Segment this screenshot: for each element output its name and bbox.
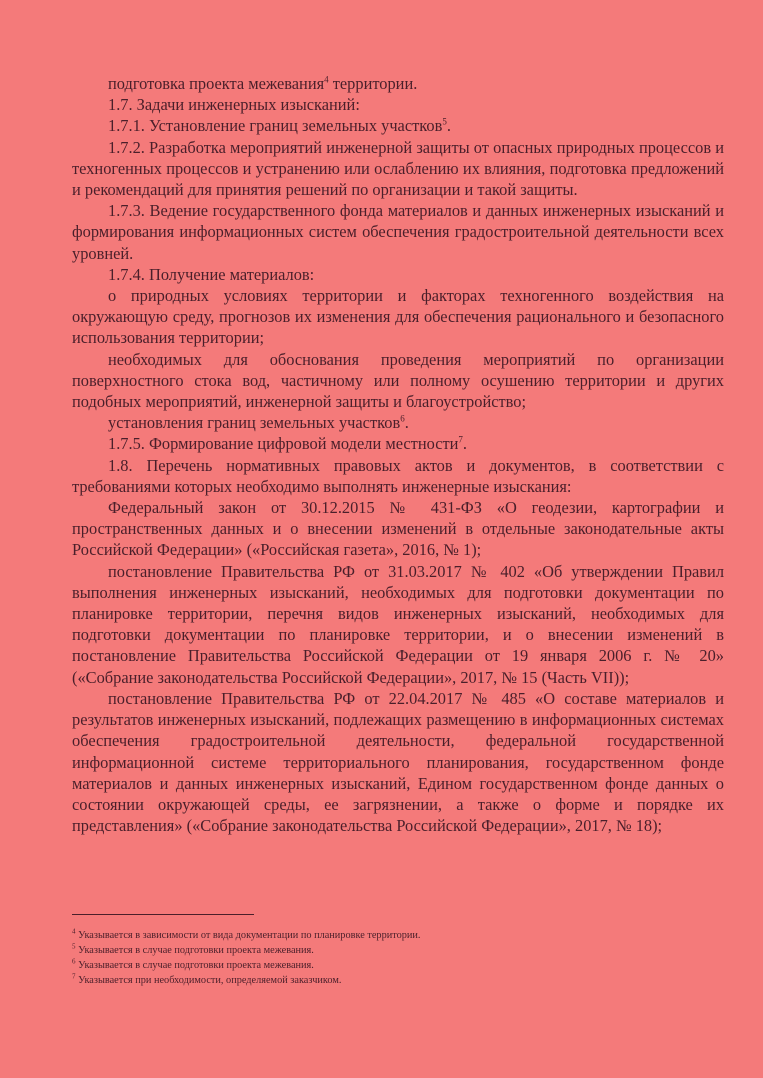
paragraph: установления границ земельных участков$^6$. <box>108 413 409 433</box>
paragraph: постановление Правительства РФ от 31.03.2017 № 402 «Об утверждении Правил выполнения инженерных изысканий, необходимых для подготовки документации по планировке территории, перечня видов инженерных изысканий, необходимых для подготовки документации по планировке территории, и о внесении изменений в постановление Правительства Российской Федерации от 19 января 2006 г. № 20» («Собрание законодательства Российской Федерации», 2017, № 15 (Часть VII)); <box>72 561 724 687</box>
paragraph: 1.8. Перечень нормативных правовых актов и документов, в соответствии с требованиями которых необходимо выполнять инженерные изыскания: <box>72 455 724 496</box>
footnote: $^6$ Указывается в случае подготовки проекта межевания. <box>72 957 314 971</box>
paragraph: 1.7.5. Формирование цифровой модели местности$^7$. <box>108 434 468 454</box>
paragraph: постановление Правительства РФ от 22.04.2017 № 485 «О составе материалов и результатов инженерных изысканий, подлежащих размещению в информационных системах обеспечения градостроительной деятельности, федеральной государственной информационной системе территориального планирования, государственном фонде материалов и данных инженерных изысканий, Едином государственном фонде данных о состоянии окружающей среды, ее загрязнении, а также о форме и порядке их представления» («Собрание законодательства Российской Федерации», 2017, № 18); <box>72 688 724 836</box>
footnote: $^4$ Указывается в зависимости от вида документации по планировке территории. <box>72 927 421 941</box>
footnote: $^5$ Указывается в случае подготовки проекта межевания. <box>72 942 314 956</box>
paragraph: подготовка проекта межевания$^4$ территории. <box>108 74 418 93</box>
footnote-ref: 6 <box>400 413 405 424</box>
paragraph: 1.7.4. Получение материалов: <box>108 264 315 284</box>
paragraph: необходимых для обоснования проведения мероприятий по организации поверхностного стока вод, частичному или полному осушению территории и других подобных мероприятий, инженерной защиты и благоустройство; <box>72 349 724 412</box>
footnote-ref: 4 <box>324 74 329 85</box>
paragraph: 1.7.3. Ведение государственного фонда материалов и данных инженерных изысканий и формирования информационных систем обеспечения градостроительной деятельности всех уровней. <box>72 201 724 263</box>
footnote-separator <box>72 914 254 915</box>
paragraph: 1.7.2. Разработка мероприятий инженерной защиты от опасных природных процессов и техногенных процессов и устранению или ослаблению их влияния, подготовка предложений и рекомендаций для принятия решений по организации и такой защиты. <box>72 137 724 200</box>
paragraph: Федеральный закон от 30.12.2015 № 431-ФЗ «О геодезии, картографии и пространственных данных и о внесении изменений в отдельные законодательные акты Российской Федерации» («Российская газета», 2016, № 1); <box>72 498 724 560</box>
footnote-ref: 5 <box>442 116 447 127</box>
footnote: $^7$ Указывается при необходимости, определяемой заказчиком. <box>72 972 342 986</box>
main-text <box>72 73 724 836</box>
footnote-ref: 7 <box>458 434 463 445</box>
paragraph: 1.7.1. Установление границ земельных участков$^5$. <box>108 116 451 136</box>
paragraph: о природных условиях территории и факторах техногенного воздействия на окружающую среду, прогнозов их изменения для обеспечения рационального и безопасного использования территории; <box>72 286 724 348</box>
paragraph: 1.7. Задачи инженерных изысканий: <box>108 95 360 115</box>
footnotes <box>72 928 724 988</box>
